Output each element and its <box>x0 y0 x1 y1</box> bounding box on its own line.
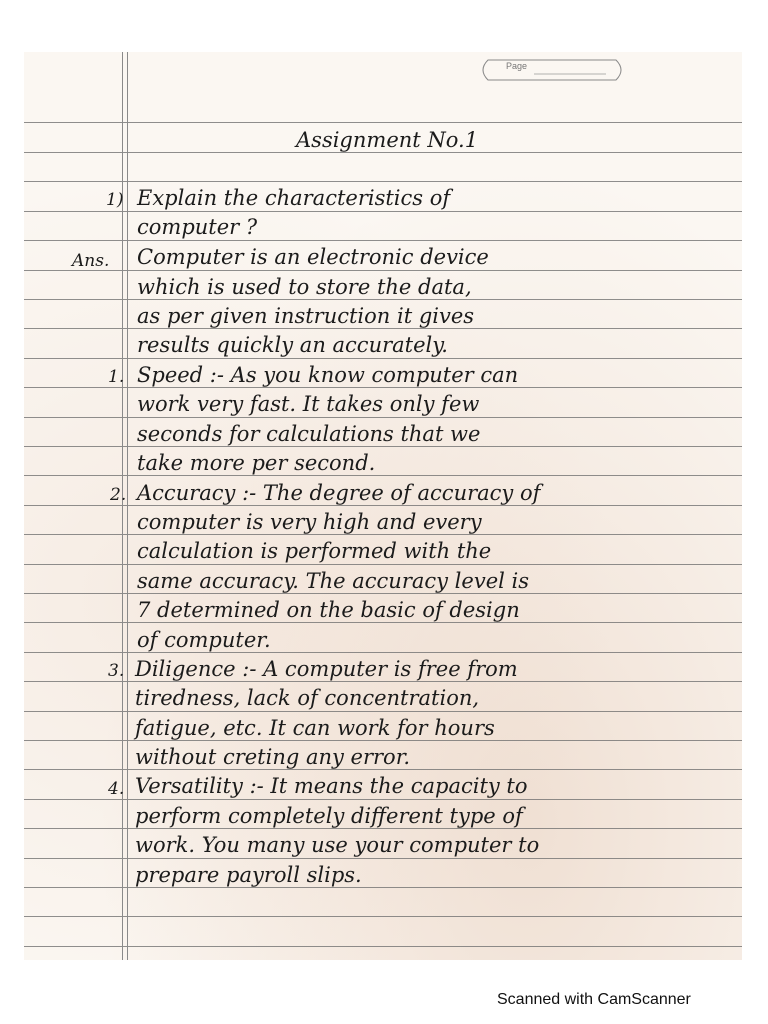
assignment-title: Assignment No.1 <box>296 128 479 152</box>
notebook-page <box>24 52 742 960</box>
point-number: 3. <box>108 661 125 681</box>
page-number-stamp <box>476 54 626 86</box>
point-line: calculation is performed with the <box>137 539 492 563</box>
answer-label: Ans. <box>72 251 110 271</box>
question-line: Explain the characteristics of <box>137 186 451 210</box>
point-number: 2. <box>110 485 127 505</box>
point-line: Accuracy :- The degree of accuracy of <box>137 481 541 505</box>
question-number: 1) <box>106 190 124 210</box>
answer-line: which is used to store the data, <box>137 275 472 299</box>
scanner-watermark: Scanned with CamScanner <box>497 991 691 1008</box>
point-number: 4. <box>108 779 125 799</box>
point-line: of computer. <box>137 628 271 652</box>
point-line: same accuracy. The accuracy level is <box>137 569 530 593</box>
point-line: without creting any error. <box>135 745 411 769</box>
point-line: fatigue, etc. It can work for hours <box>135 716 495 740</box>
point-line: perform completely different type of <box>135 804 523 828</box>
point-line: computer is very high and every <box>137 510 482 534</box>
point-number: 1. <box>108 367 125 387</box>
point-line: seconds for calculations that we <box>137 422 481 446</box>
point-line: prepare payroll slips. <box>135 863 362 887</box>
point-line: Diligence :- A computer is free from <box>135 657 518 681</box>
answer-line: results quickly an accurately. <box>137 333 448 357</box>
point-line: take more per second. <box>137 451 376 475</box>
margin-line-right <box>127 52 128 960</box>
point-line: 7 determined on the basic of design <box>137 598 520 622</box>
answer-line: Computer is an electronic device <box>137 245 489 269</box>
page-stamp-label: Page <box>506 61 528 71</box>
point-line: work very fast. It takes only few <box>137 392 480 416</box>
point-line: tiredness, lack of concentration, <box>135 686 480 710</box>
point-line: work. You many use your computer to <box>135 833 540 857</box>
point-line: Versatility :- It means the capacity to <box>135 774 528 798</box>
question-line: computer ? <box>137 215 258 239</box>
answer-line: as per given instruction it gives <box>137 304 475 328</box>
point-line: Speed :- As you know computer can <box>137 363 519 387</box>
